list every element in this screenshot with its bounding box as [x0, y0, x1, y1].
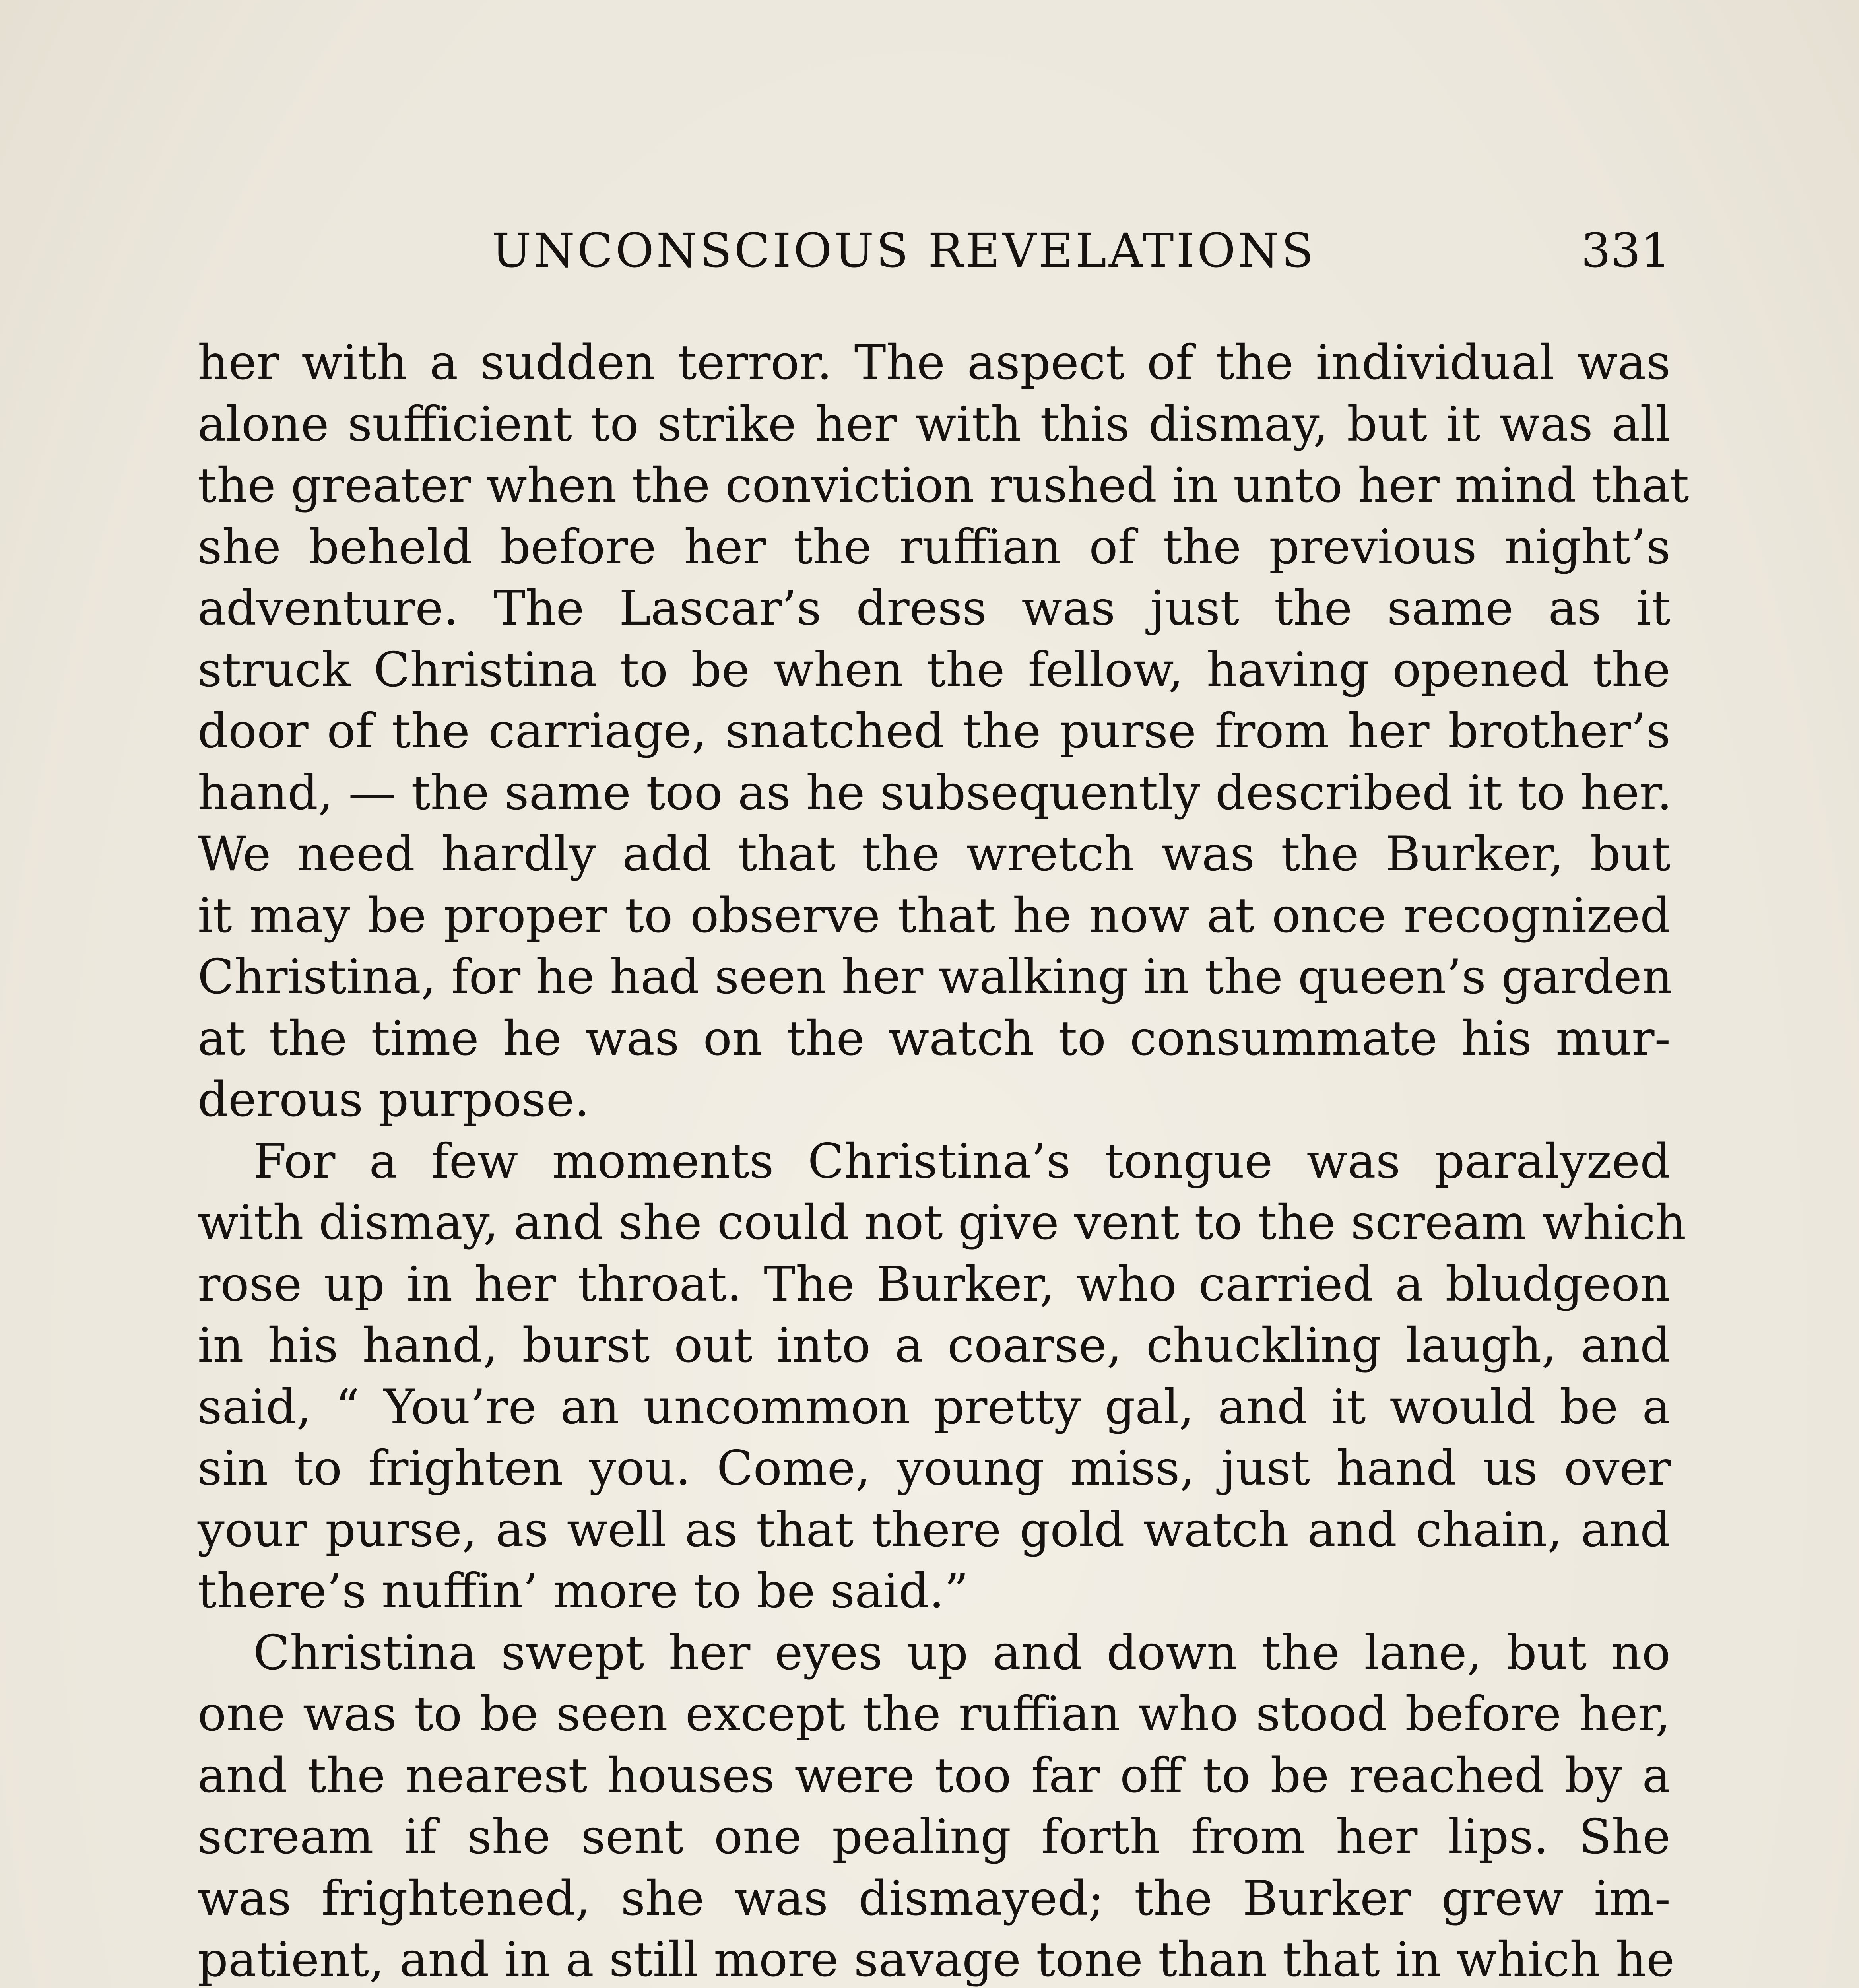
text-line: in his hand, burst out into a coarse, chuckling laugh, and — [198, 1318, 1671, 1373]
text-line: her with a sudden terror. The aspect of the individual was — [198, 335, 1671, 390]
text-line: and the nearest houses were too far off to be reached by a — [198, 1748, 1671, 1804]
text-line: sin to frighten you. Come, young miss, just hand us over — [198, 1441, 1671, 1496]
text-line: said, “ You’re an uncommon pretty gal, and it would be a — [198, 1379, 1671, 1435]
text-line: your purse, as well as that there gold watch and chain, and — [198, 1502, 1671, 1558]
text-line: with dismay, and she could not give vent to the scream which — [198, 1195, 1686, 1250]
text-line: adventure. The Lascar’s dress was just the same as it — [198, 581, 1671, 636]
page-header — [198, 217, 1671, 284]
text-line: alone sufficient to strike her with this dismay, but it was all — [198, 396, 1671, 452]
text-line: one was to be seen except the ruffian who stood before her, — [198, 1687, 1671, 1742]
text-line: she beheld before her the ruffian of the previous night’s — [198, 519, 1671, 575]
text-line: Christina swept her eyes up and down the lane, but no — [253, 1625, 1671, 1681]
text-line: scream if she sent one pealing forth from her lips. She — [198, 1809, 1671, 1865]
text-line: was frightened, she was dismayed; the Burker grew im- — [198, 1871, 1671, 1926]
text-line: the greater when the conviction rushed in unto her mind that — [198, 458, 1689, 513]
text-line: We need hardly add that the wretch was the Burker, but — [198, 827, 1671, 882]
text-line: For a few moments Christina’s tongue was paralyzed — [253, 1134, 1671, 1189]
text-line: rose up in her throat. The Burker, who carried a bludgeon — [198, 1256, 1671, 1312]
text-line: derous purpose. — [198, 1072, 590, 1128]
text-line: at the time he was on the watch to consummate his mur- — [198, 1011, 1671, 1066]
text-line: door of the carriage, snatched the purse from her brother’s — [198, 704, 1671, 759]
text-line: it may be proper to observe that he now at once recognized — [198, 888, 1671, 944]
text-line: there’s nuffin’ more to be said.” — [198, 1564, 969, 1619]
body-text — [198, 332, 1689, 1988]
text-line: struck Christina to be when the fellow, having opened the — [198, 642, 1671, 698]
page-number: 331 — [1581, 223, 1671, 278]
running-head: UNCONSCIOUS REVELATIONS — [492, 223, 1316, 278]
text-line: hand, — the same too as he subsequently described it to her. — [198, 765, 1673, 821]
text-line: Christina, for he had seen her walking in the queen’s garden — [198, 949, 1673, 1005]
text-line: patient, and in a still more savage tone than that in which he — [198, 1932, 1675, 1988]
